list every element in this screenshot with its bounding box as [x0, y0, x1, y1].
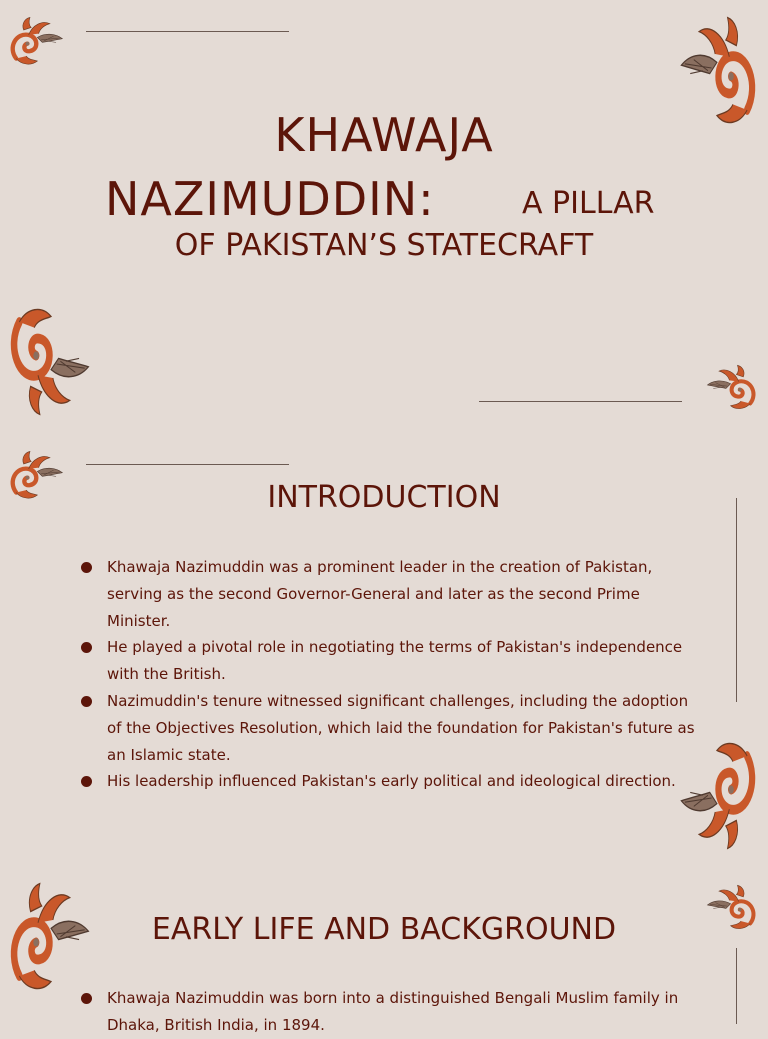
list-item: [80, 688, 700, 768]
divider-line: [86, 31, 289, 32]
list-item-text: Khawaja Nazimuddin was a prominent leader in the creation of Pakistan, serving as the second Governor-General and later as the second Prime Minister.: [107, 558, 653, 630]
early-life-bullet-list: [80, 985, 700, 1039]
list-item: [80, 768, 700, 795]
page-subtitle-line-2: OF PAKISTAN’S STATECRAFT: [174, 228, 594, 263]
list-item: [80, 634, 700, 688]
bullet-icon: [81, 776, 92, 787]
floral-scroll-ornament-icon: [704, 358, 756, 420]
list-item-text: Nazimuddin's tenure witnessed significant challenges, including the adoption of the Objectives Resolution, which laid the foundation for Pakistan's future as an Islamic state.: [107, 691, 695, 764]
divider-line: [86, 464, 289, 465]
section-heading-introduction: INTRODUCTION: [267, 480, 501, 515]
divider-line: [736, 498, 737, 702]
section-heading-early-life: EARLY LIFE AND BACKGROUND: [151, 912, 617, 947]
bullet-icon: [81, 642, 92, 653]
floral-scroll-ornament-icon: [10, 12, 66, 74]
page-title-line-2: NAZIMUDDIN:: [105, 172, 435, 226]
list-item-text: His leadership influenced Pakistan's early political and ideological direction.: [107, 772, 676, 791]
list-item: [80, 985, 700, 1039]
list-item-text: Khawaja Nazimuddin was born into a distinguished Bengali Muslim family in Dhaka, British India, in 1894.: [107, 989, 679, 1034]
bullet-icon: [81, 696, 92, 707]
introduction-bullet-list: [80, 554, 700, 795]
page-title: KHAWAJA: [274, 108, 494, 162]
bullet-icon: [81, 562, 92, 573]
divider-line: [479, 401, 682, 402]
list-item: [80, 554, 700, 634]
list-item-text: He played a pivotal role in negotiating the terms of Pakistan's independence with the British.: [107, 638, 683, 684]
floral-scroll-ornament-icon: [10, 294, 94, 420]
bullet-icon: [81, 993, 92, 1004]
divider-line: [736, 948, 737, 1024]
page-subtitle: A PILLAR: [522, 186, 655, 221]
